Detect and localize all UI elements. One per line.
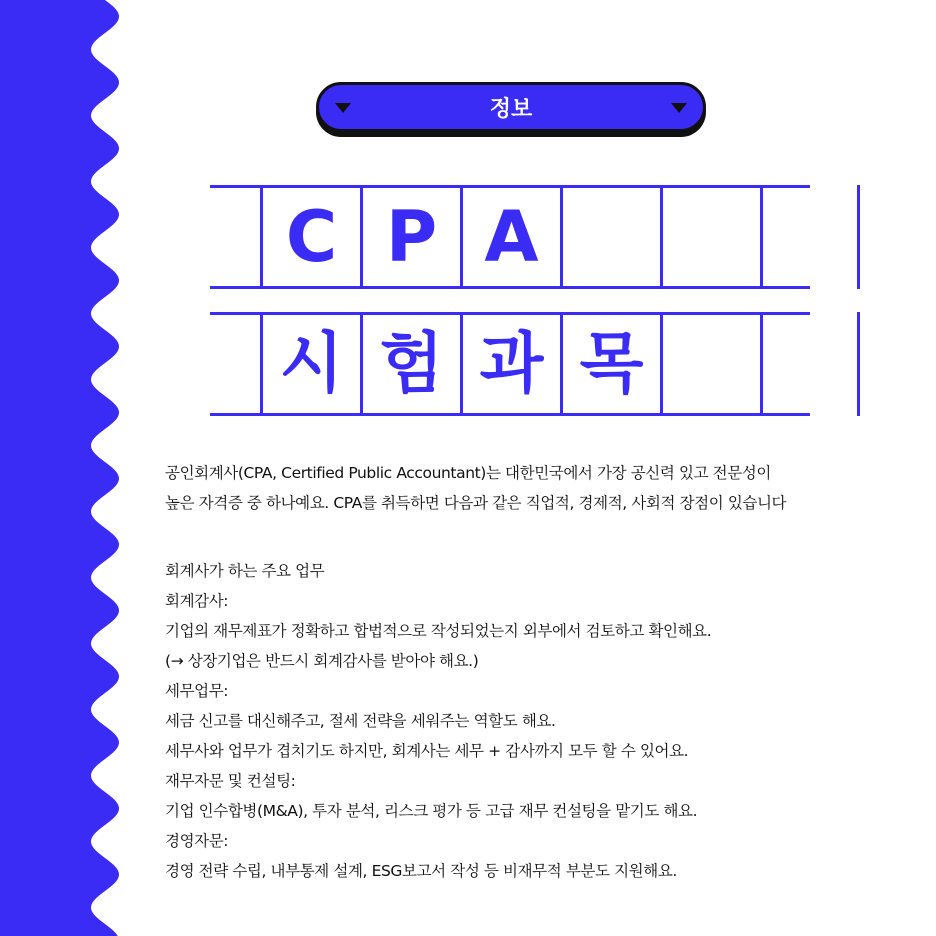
intro-line: 공인회계사(CPA, Certified Public Accountant)는 대한민국에서 가장 공신력 있고 전문성이 bbox=[165, 464, 771, 482]
title-cell bbox=[660, 312, 760, 416]
detail-line: 세무사와 업무가 겹치기도 하지만, 회계사는 세무 + 감사까지 모두 할 수 있어요. bbox=[165, 742, 689, 760]
detail-line: (→ 상장기업은 반드시 회계감사를 받아야 해요.) bbox=[165, 652, 479, 670]
title-cell bbox=[560, 185, 660, 289]
section-heading: 회계사가 하는 주요 업무 bbox=[165, 562, 325, 580]
triangle-down-icon bbox=[335, 103, 351, 113]
title-cell bbox=[660, 185, 760, 289]
title-cell: 목 bbox=[560, 312, 660, 416]
title-cell: 험 bbox=[360, 312, 460, 416]
article-body bbox=[165, 458, 905, 886]
title-cell: 시 bbox=[260, 312, 360, 416]
title-cell: 과 bbox=[460, 312, 560, 416]
triangle-down-icon bbox=[671, 103, 687, 113]
title-grid-row-2 bbox=[210, 312, 810, 416]
detail-line: 기업의 재무제표가 정확하고 합법적으로 작성되었는지 외부에서 검토하고 확인해요. bbox=[165, 622, 712, 640]
detail-line: 회계감사: bbox=[165, 592, 229, 610]
category-badge bbox=[316, 82, 706, 132]
title-grid-row-1 bbox=[210, 185, 810, 289]
title-cell: A bbox=[460, 185, 560, 289]
detail-line: 경영자문: bbox=[165, 832, 229, 850]
wavy-left-border bbox=[0, 0, 140, 936]
detail-line: 세금 신고를 대신해주고, 절세 전략을 세워주는 역할도 해요. bbox=[165, 712, 556, 730]
title-cell: P bbox=[360, 185, 460, 289]
detail-line: 경영 전략 수립, 내부통제 설계, ESG보고서 작성 등 비재무적 부분도 지원해요. bbox=[165, 862, 677, 880]
intro-line: 높은 자격증 중 하나예요. CPA를 취득하면 다음과 같은 직업적, 경제적, 사회적 장점이 있습니다 bbox=[165, 494, 787, 512]
detail-line: 기업 인수합병(M&A), 투자 분석, 리스크 평가 등 고급 재무 컨설팅을 맡기도 해요. bbox=[165, 802, 698, 820]
title-cell bbox=[760, 312, 860, 416]
detail-line: 세무업무: bbox=[165, 682, 229, 700]
title-cell: C bbox=[260, 185, 360, 289]
title-cell bbox=[760, 185, 860, 289]
detail-line: 재무자문 및 컨설팅: bbox=[165, 772, 296, 790]
badge-label: 정보 bbox=[489, 96, 533, 122]
